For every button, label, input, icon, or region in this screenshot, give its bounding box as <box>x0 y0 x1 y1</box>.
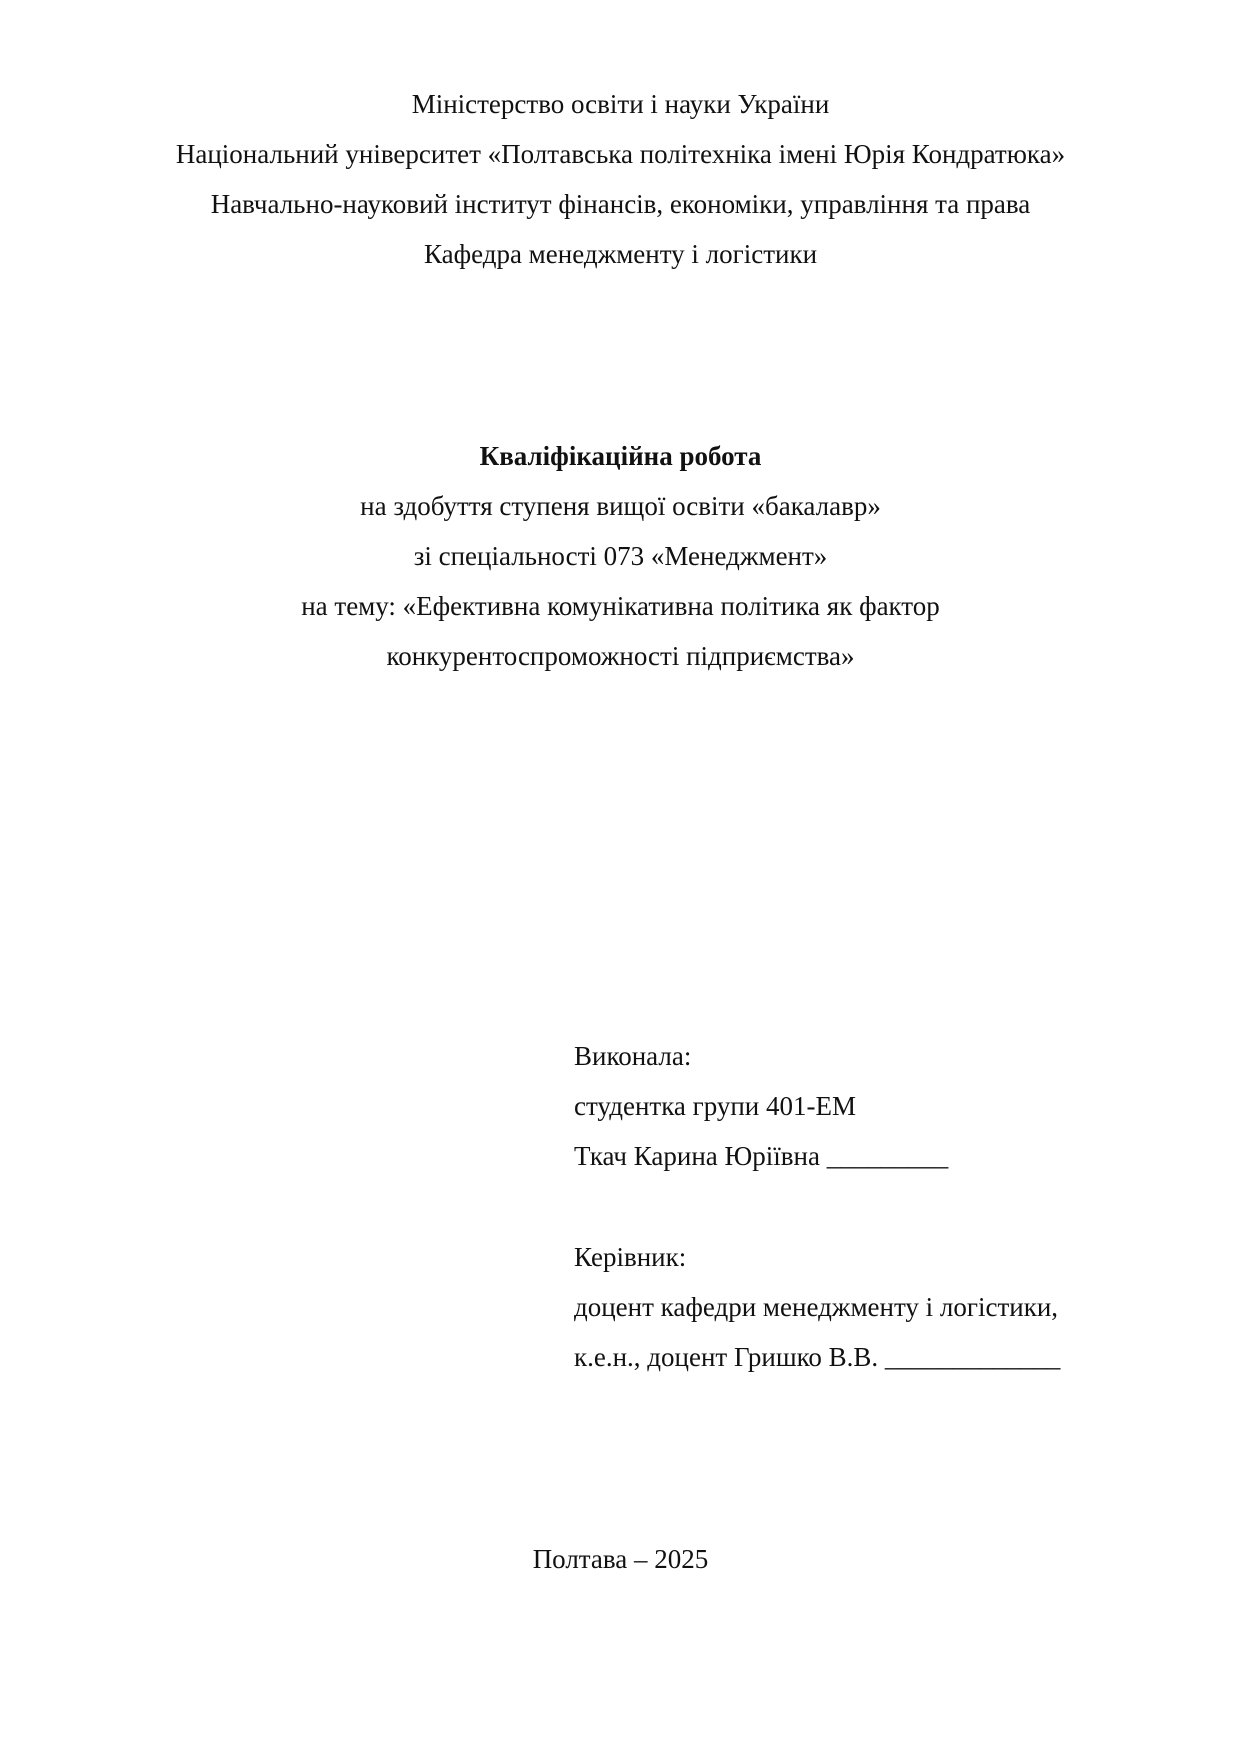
university-line: Національний університет «Полтавська політехніка імені Юрія Кондратюка» <box>175 139 1066 169</box>
department-line: Кафедра менеджменту і логістики <box>423 239 818 269</box>
ministry-line: Міністерство освіти і науки України <box>411 89 830 119</box>
topic-line-1: на тему: «Ефективна комунікативна політика як фактор <box>301 591 940 621</box>
author-label: Виконала: <box>574 1041 692 1071</box>
supervisor-name: к.е.н., доцент Гришко В.В. _____________ <box>574 1342 1061 1372</box>
supervisor-label: Керівник: <box>574 1242 687 1272</box>
topic-line-2: конкурентоспроможності підприємства» <box>386 641 855 671</box>
work-type-title: Кваліфікаційна робота <box>479 441 762 471</box>
city-year: Полтава – 2025 <box>532 1544 709 1574</box>
author-group: студентка групи 401-ЕМ <box>574 1091 856 1121</box>
specialty-line: зі спеціальності 073 «Менеджмент» <box>413 541 828 571</box>
author-name: Ткач Карина Юріївна _________ <box>574 1141 949 1171</box>
degree-line: на здобуття ступеня вищої освіти «бакалавр» <box>360 491 881 521</box>
institute-line: Навчально-науковий інститут фінансів, економіки, управління та права <box>210 189 1031 219</box>
supervisor-position: доцент кафедри менеджменту і логістики, <box>574 1292 1059 1322</box>
